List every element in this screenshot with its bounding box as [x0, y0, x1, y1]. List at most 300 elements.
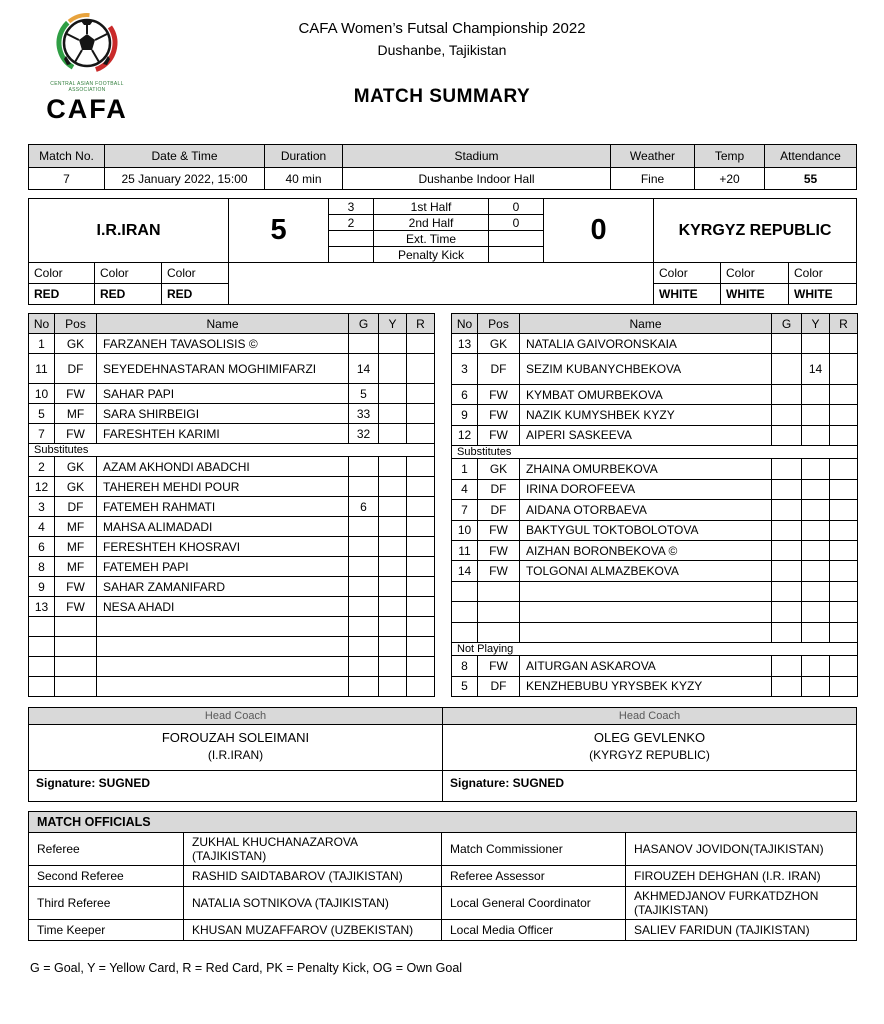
- cell-g: [772, 656, 802, 676]
- cell-y: [802, 602, 830, 622]
- col-header-pos: Pos: [478, 314, 520, 334]
- cell-y: [802, 656, 830, 676]
- competition-location: Dushanbe, Tajikistan: [377, 42, 507, 58]
- away-color-label: Color: [789, 263, 857, 284]
- cell-pos: FW: [478, 384, 520, 404]
- table-row: [452, 676, 858, 696]
- home-roster-body: [29, 334, 435, 697]
- cell-g: [772, 676, 802, 696]
- cell-y: [379, 617, 407, 637]
- ext-time-home-score: [329, 231, 374, 247]
- cell-g: [772, 384, 802, 404]
- cell-no: 6: [452, 384, 478, 404]
- cell-no: [29, 677, 55, 697]
- table-row: [29, 457, 435, 477]
- cell-no: 11: [452, 540, 478, 560]
- cell-g: [349, 557, 379, 577]
- cell-y: [802, 540, 830, 560]
- table-row: [29, 887, 857, 920]
- officials-section: [28, 811, 857, 941]
- cell-g: [772, 602, 802, 622]
- col-header-goal: G: [349, 314, 379, 334]
- cell-y: [802, 676, 830, 696]
- cell-name: FATEMEH RAHMATI: [97, 497, 349, 517]
- cell-no: 12: [452, 425, 478, 445]
- cell-r: [830, 500, 858, 520]
- home-coach-name: FOROUZAH SOLEIMANI: [161, 730, 310, 745]
- cell-pos: [478, 602, 520, 622]
- cell-role1: Second Referee: [29, 866, 184, 887]
- coach-section: [28, 707, 857, 802]
- cell-y: [802, 561, 830, 581]
- cell-y: [802, 581, 830, 601]
- cell-name: AIPERI SASKEEVA: [520, 425, 772, 445]
- cell-name: AZAM AKHONDI ABADCHI: [97, 457, 349, 477]
- cell-pos: DF: [55, 354, 97, 384]
- cell-pos: GK: [55, 457, 97, 477]
- empty-row: [29, 637, 435, 657]
- cell-name: FERESHTEH KHOSRAVI: [97, 537, 349, 557]
- info-header-weather: Weather: [611, 145, 695, 168]
- officials-body: [29, 833, 857, 941]
- table-row: [29, 404, 435, 424]
- cell-pos: FW: [478, 405, 520, 425]
- cell-y: [379, 537, 407, 557]
- cell-no: 3: [29, 497, 55, 517]
- cell-g: [349, 637, 379, 657]
- cell-name: SAHAR PAPI: [97, 384, 349, 404]
- away-kit-color: WHITE: [654, 284, 721, 305]
- cell-name1: NATALIA SOTNIKOVA (TAJIKISTAN): [184, 887, 442, 920]
- cell-role1: Referee: [29, 833, 184, 866]
- second-half-home-score: 2: [329, 215, 374, 231]
- cell-pos: DF: [478, 479, 520, 499]
- cell-r: [407, 657, 435, 677]
- cell-no: [29, 617, 55, 637]
- cell-pos: GK: [478, 459, 520, 479]
- col-header-name: Name: [520, 314, 772, 334]
- cell-pos: MF: [55, 517, 97, 537]
- legend-note: G = Goal, Y = Yellow Card, R = Red Card, PK = Penalty Kick, OG = Own Goal: [30, 961, 463, 975]
- table-row: [29, 833, 857, 866]
- cell-y: [379, 637, 407, 657]
- cell-r: [407, 384, 435, 404]
- info-header-temp: Temp: [695, 145, 765, 168]
- empty-row: [29, 617, 435, 637]
- section-row: [452, 446, 858, 459]
- home-coach-team: (I.R.IRAN): [207, 748, 264, 762]
- table-row: [452, 540, 858, 560]
- away-kit-color: WHITE: [721, 284, 789, 305]
- cell-no: 10: [29, 384, 55, 404]
- cell-name: FATEMEH PAPI: [97, 557, 349, 577]
- cell-r: [407, 497, 435, 517]
- info-value-weather: Fine: [611, 168, 695, 190]
- away-roster-header-row: [452, 314, 858, 334]
- cell-r: [830, 540, 858, 560]
- cell-r: [407, 424, 435, 444]
- cell-no: 5: [452, 676, 478, 696]
- coach-header-row: [29, 708, 857, 725]
- cell-role1: Time Keeper: [29, 920, 184, 941]
- cell-name2: AKHMEDJANOV FURKATDZHON (TAJIKISTAN): [626, 887, 857, 920]
- cell-g: [349, 677, 379, 697]
- cell-name: [97, 617, 349, 637]
- cell-y: [379, 677, 407, 697]
- officials-title: MATCH OFFICIALS: [29, 812, 857, 833]
- cell-g: 14: [349, 354, 379, 384]
- cell-name: TAHEREH MEHDI POUR: [97, 477, 349, 497]
- period-row-1: [29, 199, 857, 215]
- table-row: [452, 405, 858, 425]
- home-color-label: Color: [162, 263, 229, 284]
- cell-no: 13: [452, 334, 478, 354]
- home-roster-table: [28, 313, 435, 697]
- cell-y: [802, 459, 830, 479]
- away-roster-body: [452, 334, 858, 697]
- home-color-label: Color: [29, 263, 95, 284]
- cell-no: 4: [452, 479, 478, 499]
- info-header-match-no: Match No.: [29, 145, 105, 168]
- table-row: [452, 656, 858, 676]
- color-label-row: [29, 263, 857, 284]
- cell-no: 4: [29, 517, 55, 537]
- info-value-temp: +20: [695, 168, 765, 190]
- cell-g: 33: [349, 404, 379, 424]
- cell-g: [772, 334, 802, 354]
- empty-row: [452, 581, 858, 601]
- cell-r: [830, 520, 858, 540]
- cell-g: [772, 622, 802, 642]
- soccer-ball-icon: [41, 12, 133, 76]
- section-label: Substitutes: [452, 446, 858, 459]
- cell-y: [802, 384, 830, 404]
- cell-no: 9: [452, 405, 478, 425]
- cell-y: [379, 404, 407, 424]
- cell-pos: GK: [55, 334, 97, 354]
- cell-name: KYMBAT OMURBEKOVA: [520, 384, 772, 404]
- cell-r: [407, 577, 435, 597]
- table-row: [452, 425, 858, 445]
- cell-name: MAHSA ALIMADADI: [97, 517, 349, 537]
- cell-pos: [55, 617, 97, 637]
- cell-r: [407, 354, 435, 384]
- info-value-attendance: 55: [765, 168, 857, 190]
- cell-no: [29, 637, 55, 657]
- info-header-date-time: Date & Time: [105, 145, 265, 168]
- cell-r: [830, 425, 858, 445]
- penalty-away-score: [489, 247, 544, 263]
- table-row: [452, 479, 858, 499]
- cell-name: [520, 602, 772, 622]
- score-band: [28, 198, 857, 305]
- coach-signature-row: [29, 771, 857, 802]
- table-row: [452, 384, 858, 404]
- cell-no: 8: [29, 557, 55, 577]
- cell-pos: [478, 622, 520, 642]
- cell-r: [407, 557, 435, 577]
- col-header-goal: G: [772, 314, 802, 334]
- table-row: [452, 459, 858, 479]
- cell-y: [379, 657, 407, 677]
- rosters: [28, 313, 856, 697]
- cell-g: [349, 577, 379, 597]
- away-coach-header: Head Coach: [443, 708, 857, 725]
- cell-pos: GK: [478, 334, 520, 354]
- cell-g: [772, 581, 802, 601]
- cell-name2: FIROUZEH DEHGHAN (I.R. IRAN): [626, 866, 857, 887]
- table-row: [29, 497, 435, 517]
- cell-name: FARESHTEH KARIMI: [97, 424, 349, 444]
- cell-name: [97, 657, 349, 677]
- coach-name-row: [29, 725, 857, 771]
- penalty-label: Penalty Kick: [374, 247, 489, 263]
- cell-no: 11: [29, 354, 55, 384]
- cell-pos: FW: [55, 597, 97, 617]
- ext-time-away-score: [489, 231, 544, 247]
- home-color-label: Color: [95, 263, 162, 284]
- cell-name: AIDANA OTORBAEVA: [520, 500, 772, 520]
- cell-role2: Referee Assessor: [442, 866, 626, 887]
- cell-r: [830, 354, 858, 385]
- table-row: [29, 866, 857, 887]
- cell-name: NAZIK KUMYSHBEK KYZY: [520, 405, 772, 425]
- cell-no: [29, 657, 55, 677]
- cell-y: [379, 384, 407, 404]
- table-row: [29, 537, 435, 557]
- cell-y: [379, 557, 407, 577]
- col-header-yellow: Y: [379, 314, 407, 334]
- table-row: [29, 577, 435, 597]
- cell-no: 7: [452, 500, 478, 520]
- cell-r: [830, 479, 858, 499]
- cell-r: [830, 384, 858, 404]
- table-row: [452, 354, 858, 385]
- cell-r: [407, 537, 435, 557]
- table-row: [452, 500, 858, 520]
- cell-no: 3: [452, 354, 478, 385]
- cell-pos: FW: [55, 384, 97, 404]
- cell-r: [407, 404, 435, 424]
- cell-name: IRINA DOROFEEVA: [520, 479, 772, 499]
- cell-name: SEYEDEHNASTARAN MOGHIMIFARZI: [97, 354, 349, 384]
- cell-pos: FW: [55, 577, 97, 597]
- cell-g: [349, 537, 379, 557]
- home-total-score: 5: [229, 199, 329, 263]
- cell-g: [349, 457, 379, 477]
- cell-pos: DF: [478, 500, 520, 520]
- away-team-name: KYRGYZ REPUBLIC: [654, 199, 857, 263]
- col-header-red: R: [407, 314, 435, 334]
- cell-name: [520, 581, 772, 601]
- home-kit-color: RED: [162, 284, 229, 305]
- cell-no: 10: [452, 520, 478, 540]
- cell-name: SARA SHIRBEIGI: [97, 404, 349, 424]
- empty-row: [452, 602, 858, 622]
- cell-name: ZHAINA OMURBEKOVA: [520, 459, 772, 479]
- cell-r: [830, 405, 858, 425]
- match-info-header-row: [29, 145, 857, 168]
- cell-g: [772, 425, 802, 445]
- home-team-name: I.R.IRAN: [29, 199, 229, 263]
- ext-time-label: Ext. Time: [374, 231, 489, 247]
- table-row: [29, 557, 435, 577]
- cell-pos: GK: [55, 477, 97, 497]
- section-label: Substitutes: [29, 444, 435, 457]
- cell-r: [830, 581, 858, 601]
- score-band-empty-cell: [229, 263, 654, 305]
- cell-name: BAKTYGUL TOKTOBOLOTOVA: [520, 520, 772, 540]
- cell-r: [407, 637, 435, 657]
- cell-y: [379, 424, 407, 444]
- cell-g: [772, 479, 802, 499]
- cell-g: 5: [349, 384, 379, 404]
- cell-name: AITURGAN ASKAROVA: [520, 656, 772, 676]
- cafa-logo: [28, 12, 146, 125]
- cell-no: 14: [452, 561, 478, 581]
- cell-y: [379, 477, 407, 497]
- home-roster-header-row: [29, 314, 435, 334]
- cell-name: SEZIM KUBANYCHBEKOVA: [520, 354, 772, 385]
- cell-name1: RASHID SAIDTABAROV (TAJIKISTAN): [184, 866, 442, 887]
- cell-g: [772, 459, 802, 479]
- document-header: [28, 12, 856, 144]
- cell-g: [772, 520, 802, 540]
- home-kit-color: RED: [29, 284, 95, 305]
- cell-pos: MF: [55, 557, 97, 577]
- second-half-away-score: 0: [489, 215, 544, 231]
- table-row: [29, 334, 435, 354]
- empty-row: [452, 622, 858, 642]
- cell-r: [830, 561, 858, 581]
- cell-name1: KHUSAN MUZAFFAROV (UZBEKISTAN): [184, 920, 442, 941]
- cell-pos: [55, 657, 97, 677]
- empty-row: [29, 677, 435, 697]
- cell-r: [830, 622, 858, 642]
- away-total-score: 0: [544, 199, 654, 263]
- cell-pos: DF: [478, 354, 520, 385]
- section-row: [452, 642, 858, 655]
- away-color-label: Color: [654, 263, 721, 284]
- info-value-match-no: 7: [29, 168, 105, 190]
- section-label: Not Playing: [452, 642, 858, 655]
- cell-g: [772, 561, 802, 581]
- home-coach-cell: [29, 725, 443, 771]
- table-row: [29, 920, 857, 941]
- info-header-stadium: Stadium: [343, 145, 611, 168]
- cell-y: [802, 622, 830, 642]
- header-text: [28, 12, 856, 108]
- cell-no: 1: [452, 459, 478, 479]
- penalty-home-score: [329, 247, 374, 263]
- cell-pos: FW: [478, 540, 520, 560]
- col-header-yellow: Y: [802, 314, 830, 334]
- table-row: [29, 424, 435, 444]
- match-info-value-row: [29, 168, 857, 190]
- cell-y: 14: [802, 354, 830, 385]
- cell-no: 8: [452, 656, 478, 676]
- cell-r: [407, 477, 435, 497]
- cell-pos: [55, 677, 97, 697]
- cell-pos: [55, 637, 97, 657]
- cell-y: [802, 500, 830, 520]
- cell-role2: Local General Coordinator: [442, 887, 626, 920]
- cell-g: 6: [349, 497, 379, 517]
- cell-no: 9: [29, 577, 55, 597]
- cell-no: 13: [29, 597, 55, 617]
- first-half-label: 1st Half: [374, 199, 489, 215]
- col-header-name: Name: [97, 314, 349, 334]
- cell-name1: ZUKHAL KHUCHANAZAROVA (TAJIKISTAN): [184, 833, 442, 866]
- cell-y: [802, 405, 830, 425]
- cell-g: [349, 517, 379, 537]
- cell-no: 2: [29, 457, 55, 477]
- cell-name: FARZANEH TAVASOLISIS ©: [97, 334, 349, 354]
- logo-org-text: CENTRAL ASIAN FOOTBALL ASSOCIATION: [50, 81, 124, 93]
- col-header-pos: Pos: [55, 314, 97, 334]
- cell-r: [407, 517, 435, 537]
- cell-name: [97, 677, 349, 697]
- cell-y: [379, 577, 407, 597]
- cell-r: [407, 677, 435, 697]
- cell-role2: Match Commissioner: [442, 833, 626, 866]
- info-header-duration: Duration: [265, 145, 343, 168]
- first-half-away-score: 0: [489, 199, 544, 215]
- cell-r: [830, 602, 858, 622]
- info-header-attendance: Attendance: [765, 145, 857, 168]
- table-row: [29, 597, 435, 617]
- page-title: MATCH SUMMARY: [353, 86, 531, 107]
- cell-g: [349, 657, 379, 677]
- cell-y: [379, 497, 407, 517]
- cell-r: [830, 656, 858, 676]
- cell-name: NATALIA GAIVORONSKAIA: [520, 334, 772, 354]
- cell-pos: FW: [55, 424, 97, 444]
- cell-g: [349, 477, 379, 497]
- cell-r: [830, 676, 858, 696]
- cell-no: [452, 602, 478, 622]
- away-color-label: Color: [721, 263, 789, 284]
- cell-r: [407, 597, 435, 617]
- cell-y: [802, 334, 830, 354]
- cell-g: [772, 500, 802, 520]
- cell-y: [379, 597, 407, 617]
- cell-r: [830, 334, 858, 354]
- cell-role2: Local Media Officer: [442, 920, 626, 941]
- away-coach-signature: Signature: SUGNED: [443, 771, 857, 802]
- away-roster-table: [451, 313, 858, 697]
- cell-no: 6: [29, 537, 55, 557]
- col-header-no: No: [452, 314, 478, 334]
- cell-g: 32: [349, 424, 379, 444]
- cell-name: AIZHAN BORONBEKOVA ©: [520, 540, 772, 560]
- match-info-table: [28, 144, 857, 190]
- cell-name2: HASANOV JOVIDON(TAJIKISTAN): [626, 833, 857, 866]
- cell-pos: FW: [478, 561, 520, 581]
- logo-acronym: CAFA: [46, 94, 128, 124]
- table-row: [29, 384, 435, 404]
- cell-pos: MF: [55, 537, 97, 557]
- cell-g: [349, 334, 379, 354]
- cell-y: [802, 479, 830, 499]
- cell-name: [520, 622, 772, 642]
- cell-y: [379, 354, 407, 384]
- cell-name: TOLGONAI ALMAZBEKOVA: [520, 561, 772, 581]
- cell-pos: MF: [55, 404, 97, 424]
- cell-role1: Third Referee: [29, 887, 184, 920]
- cell-no: [452, 622, 478, 642]
- col-header-no: No: [29, 314, 55, 334]
